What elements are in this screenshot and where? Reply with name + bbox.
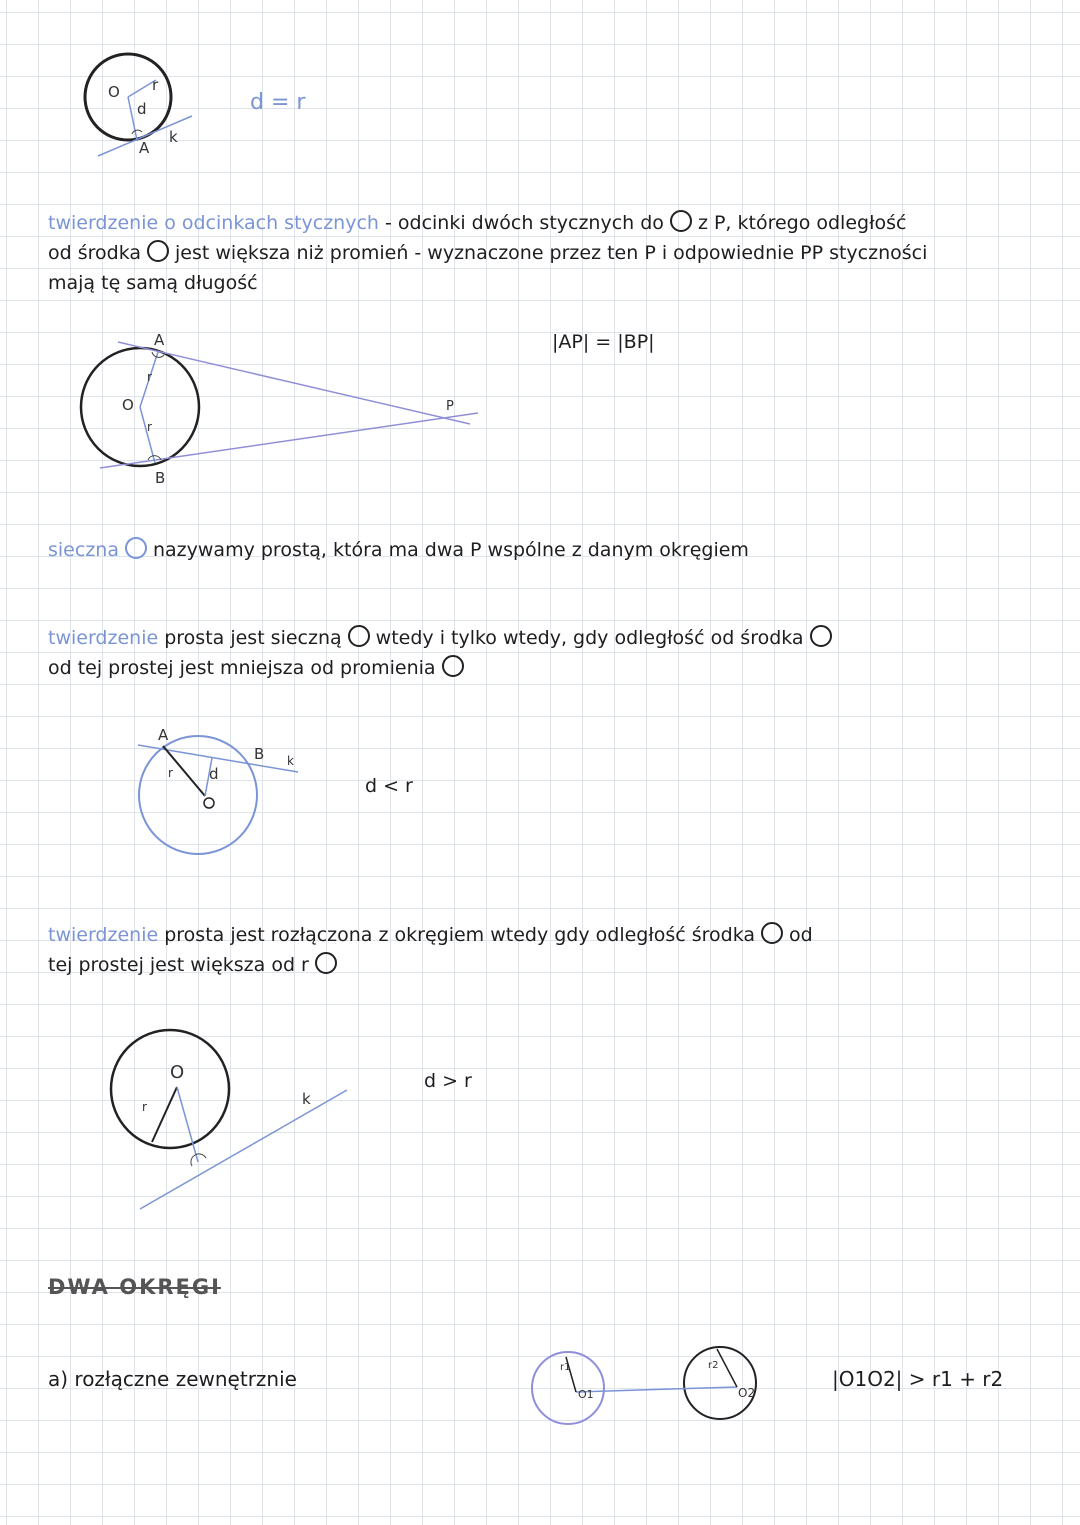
secant-theorem-text1a: prosta jest sieczną <box>164 627 342 649</box>
right-angle-mark <box>132 130 142 134</box>
disjoint-theorem-text2: tej prostej jest większa od r <box>48 954 309 976</box>
tangent-theorem-line3: mają tę samą długość <box>48 272 258 294</box>
two-tangents-figure <box>81 342 478 468</box>
tangent-theorem-text1: - odcinki dwóch stycznych do <box>378 212 664 234</box>
circle-4 <box>111 1030 229 1148</box>
secant-definition <box>48 535 749 565</box>
circle-symbol-icon <box>670 210 692 232</box>
disjoint-figure <box>111 1030 347 1209</box>
secant-theorem-text2: od tej prostej jest mniejsza od promienia <box>48 657 436 679</box>
label-d-fig3: d <box>209 765 219 783</box>
secant-theorem-text1b: wtedy i tylko wtedy, gdy odległość od środka <box>375 627 804 649</box>
label-d-fig1: d <box>137 100 147 118</box>
circle-O2 <box>684 1347 756 1419</box>
formula-d-eq-r: d = r <box>250 90 306 115</box>
secant-definition-text: nazywamy prostą, która ma dwa P wspólne z danym okręgiem <box>152 539 749 561</box>
tangent-theorem-text2a: od środka <box>48 242 142 264</box>
disjoint-theorem-title: twierdzenie <box>48 924 159 946</box>
circle-3 <box>139 736 257 854</box>
label-k-fig4: k <box>302 1090 311 1108</box>
item-a-disjoint-external: a) rozłączne zewnętrznie <box>48 1367 297 1391</box>
secant-theorem-title: twierdzenie <box>48 627 159 649</box>
two-circles-figure <box>532 1347 756 1424</box>
radius-OB <box>140 407 155 463</box>
label-r-fig3: r <box>168 766 173 780</box>
radius-r <box>152 1087 177 1142</box>
disjoint-theorem-line2 <box>48 950 343 980</box>
secant-term: sieczna <box>48 539 119 561</box>
formula-AP-BP: |AP| = |BP| <box>552 331 655 353</box>
label-B-fig2: B <box>155 469 166 487</box>
label-A-fig1: A <box>139 139 150 157</box>
label-r2: r2 <box>708 1360 719 1371</box>
label-r2-fig2: r <box>147 420 152 434</box>
label-O1: O1 <box>578 1388 594 1401</box>
two-circles-heading: DWA OKRĘGI <box>48 1275 221 1299</box>
label-B-fig3: B <box>254 745 265 763</box>
tangent-line-PB <box>100 413 478 468</box>
label-P-fig2: P <box>446 399 454 414</box>
circle-symbol-icon <box>147 240 169 262</box>
label-A-fig3: A <box>158 726 169 744</box>
formula-d-gt-r: d > r <box>424 1070 472 1092</box>
right-angle-mark <box>191 1154 206 1166</box>
formula-distance-sum: |O1O2| > r1 + r2 <box>832 1367 1004 1391</box>
secant-theorem-line1 <box>48 623 838 653</box>
line-k <box>140 1090 347 1209</box>
label-O-fig1: O <box>108 83 120 101</box>
secant-figure <box>138 736 298 854</box>
secant-theorem-line2 <box>48 653 470 683</box>
circle-symbol-icon <box>761 922 783 944</box>
tangent-theorem-text1b: z P, którego odległość <box>697 212 907 234</box>
label-O-fig4: O <box>170 1062 185 1083</box>
tangent-theorem-title: twierdzenie o odcinkach stycznych <box>48 212 379 234</box>
formula-d-lt-r: d < r <box>365 775 413 797</box>
center-O <box>204 798 214 808</box>
label-k-fig3: k <box>287 754 294 768</box>
tangent-line-PA <box>118 342 470 424</box>
label-A-fig2: A <box>154 331 165 349</box>
label-r-fig1: r <box>152 76 159 94</box>
disjoint-theorem-line1 <box>48 920 813 950</box>
tangent-theorem-line2 <box>48 238 927 268</box>
circle-symbol-icon <box>810 625 832 647</box>
segment-O1O2 <box>576 1387 737 1392</box>
circle-symbol-icon <box>442 655 464 677</box>
circle-symbol-icon <box>348 625 370 647</box>
circle-symbol-icon <box>315 952 337 974</box>
label-k-fig1: k <box>169 128 178 146</box>
tangent-theorem-text2b: jest większa niż promień - wyznaczone przez ten P i odpowiednie PP styczności <box>175 242 928 264</box>
label-r1-fig2: r <box>147 370 152 384</box>
disjoint-theorem-text1b: od <box>789 924 813 946</box>
label-O2: O2 <box>738 1386 756 1400</box>
label-r1: r1 <box>560 1362 571 1373</box>
label-r-fig4: r <box>142 1100 147 1114</box>
radius-r2 <box>717 1349 737 1387</box>
disjoint-theorem-text1a: prosta jest rozłączona z okręgiem wtedy gdy odległość środka <box>164 924 756 946</box>
circle-symbol-icon <box>125 537 147 559</box>
label-O-fig2: O <box>122 396 134 414</box>
distance-d <box>177 1087 198 1162</box>
tangent-theorem-line1 <box>48 208 906 238</box>
